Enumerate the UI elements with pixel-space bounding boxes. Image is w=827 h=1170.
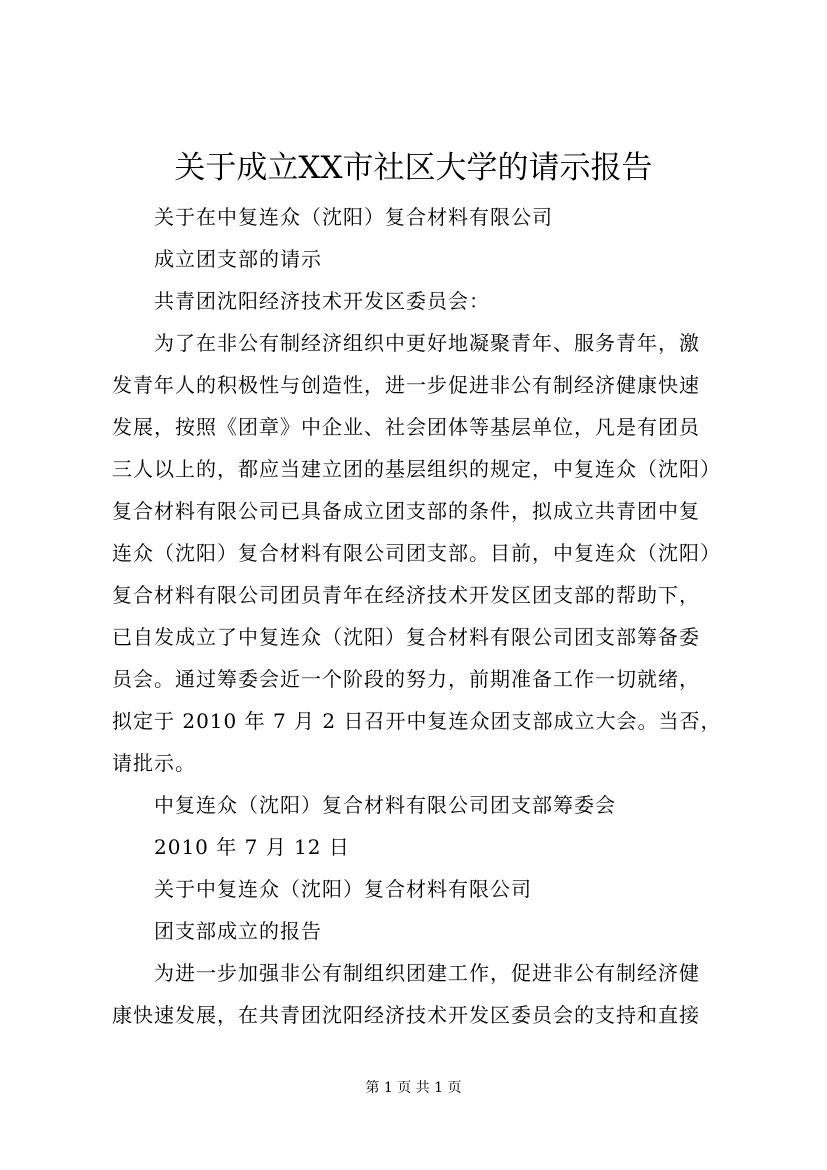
body-line: 连众（沈阳）复合材料有限公司团支部。目前，中复连众（沈阳） bbox=[112, 541, 721, 565]
body-line: 成立团支部的请示 bbox=[154, 247, 322, 271]
body-line: 员会。通过筹委会近一个阶段的努力，前期准备工作一切就绪， bbox=[112, 667, 700, 691]
body-line: 请批示。 bbox=[112, 751, 196, 775]
body-line: 团支部成立的报告 bbox=[154, 919, 322, 943]
body-line: 康快速发展，在共青团沈阳经济技术开发区委员会的支持和直接 bbox=[112, 1003, 700, 1027]
body-line: 复合材料有限公司团员青年在经济技术开发区团支部的帮助下， bbox=[112, 583, 700, 607]
document-title: 关于成立XX市社区大学的请示报告 bbox=[174, 150, 653, 186]
body-line: 关于在中复连众（沈阳）复合材料有限公司 bbox=[154, 205, 553, 229]
body-line: 已自发成立了中复连众（沈阳）复合材料有限公司团支部筹备委 bbox=[112, 625, 700, 649]
body-line: 拟定于 2010 年 7 月 2 日召开中复连众团支部成立大会。当否， bbox=[112, 709, 722, 733]
body-line: 关于中复连众（沈阳）复合材料有限公司 bbox=[154, 877, 532, 901]
body-line: 为了在非公有制经济组织中更好地凝聚青年、服务青年，激 bbox=[154, 331, 700, 355]
body-line: 共青团沈阳经济技术开发区委员会： bbox=[154, 289, 490, 313]
body-line: 三人以上的，都应当建立团的基层组织的规定，中复连众（沈阳） bbox=[112, 457, 721, 481]
page-number-footer: 第 1 页 共 1 页 bbox=[365, 1080, 462, 1096]
date-line: 2010 年 7 月 12 日 bbox=[154, 835, 350, 859]
body-line: 复合材料有限公司已具备成立团支部的条件，拟成立共青团中复 bbox=[112, 499, 700, 523]
body-line: 发青年人的积极性与创造性，进一步促进非公有制经济健康快速 bbox=[112, 373, 700, 397]
signature-line: 中复连众（沈阳）复合材料有限公司团支部筹委会 bbox=[154, 793, 616, 817]
body-line: 为进一步加强非公有制组织团建工作，促进非公有制经济健 bbox=[154, 961, 700, 985]
document-body bbox=[112, 196, 732, 1036]
body-line: 发展，按照《团章》中企业、社会团体等基层单位，凡是有团员 bbox=[112, 415, 700, 439]
